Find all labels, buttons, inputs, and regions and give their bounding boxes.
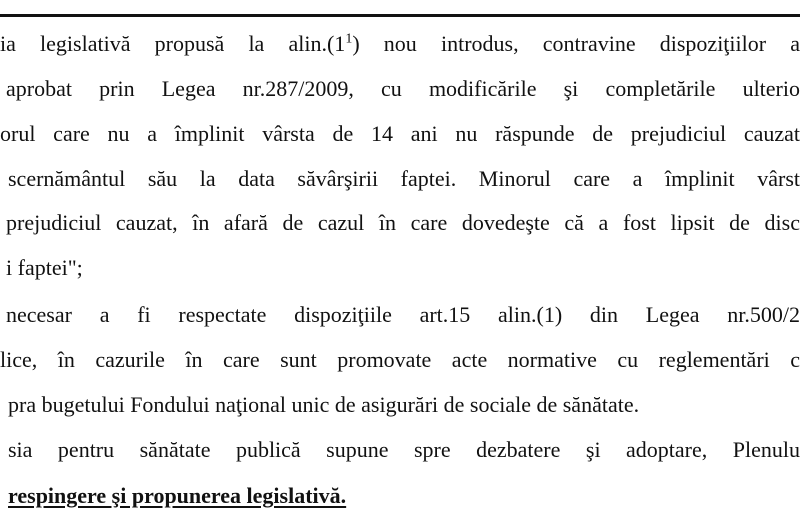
text-line-5: prejudiciul cauzat, în afară de cazul în care dovedeşte că a fost lipsit de disc	[6, 210, 800, 235]
text-line-3: orul care nu a împlinit vârsta de 14 ani nu răspunde de prejudiciul cauzat	[0, 121, 800, 146]
text-line-6: i faptei";	[6, 255, 83, 280]
text-line-4: scernământul său la data săvârşirii faptei. Minorul care a împlinit vârst	[8, 166, 800, 191]
text-line-11	[8, 483, 800, 509]
text-line-8: lice, în cazurile în care sunt promovate acte normative cu reglementări c	[0, 347, 800, 372]
conclusion-text: respingere şi propunerea legislativă.	[8, 483, 347, 508]
text-line-1	[0, 31, 800, 57]
text-line-1-start: ia legislativă propusă la alin.(1	[0, 31, 346, 56]
top-rule	[0, 14, 800, 17]
text-line-7: necesar a fi respectate dispoziţiile art.15 alin.(1) din Legea nr.500/2	[6, 302, 800, 327]
superscript-1: 1	[345, 31, 353, 47]
text-line-9: pra bugetului Fondului naţional unic de asigurări de sociale de sănătate.	[8, 392, 640, 417]
text-line-10: sia pentru sănătate publică supune spre dezbatere şi adoptare, Plenulu	[8, 437, 800, 462]
text-line-2: aprobat prin Legea nr.287/2009, cu modificările şi completările ulterio	[6, 76, 800, 101]
text-line-1-end: ) nou introdus, contravine dispoziţiilor a	[352, 31, 800, 56]
